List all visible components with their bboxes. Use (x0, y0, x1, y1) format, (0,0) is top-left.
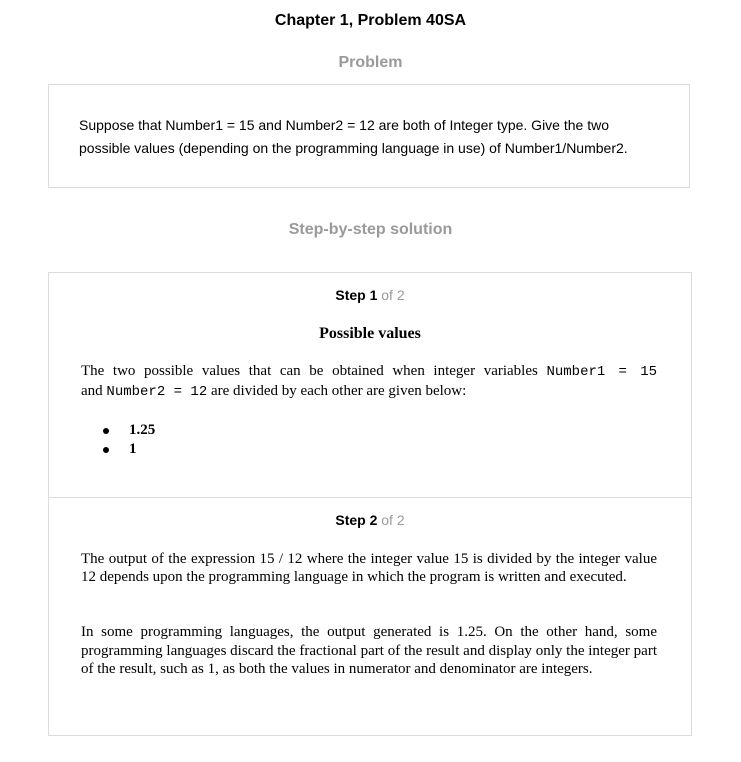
step-2-label (49, 512, 691, 528)
step-1-intro-and: and (81, 383, 103, 399)
step-1-intro-text-b: are divided by each other are given below: (211, 383, 467, 399)
step-1-intro-line-1 (81, 362, 657, 382)
step-2-paragraph-1: The output of the expression 15 / 12 where the integer value 15 is divided by the integer value 12 depends upon the programming language in which the program is written and executed. (81, 551, 657, 585)
possible-values-list (81, 421, 155, 459)
page-title: Chapter 1, Problem 40SA (274, 12, 467, 29)
list-item (81, 440, 155, 459)
list-item-value: 1.25 (129, 422, 156, 438)
step-divider (49, 497, 691, 498)
step-1-intro-text-a: The two possible values that can be obtained when integer variables (81, 363, 538, 379)
problem-text: Suppose that Number1 = 15 and Number2 = 12 are both of Integer type. Give the two possible values (depending on the programming language in use) of Number1/Number2. (79, 117, 628, 156)
step-1-intro (81, 362, 657, 402)
list-item (81, 421, 155, 440)
list-item-value: 1 (129, 441, 137, 457)
problem-box (48, 84, 690, 188)
step-1-title: Possible values (319, 325, 421, 342)
step-2-paragraph-2: In some programming languages, the output generated is 1.25. On the other hand, some programming languages discard the fractional part of the result and display only the integer part of the result, such as 1, as both the values in numerator and denominator are integers. (81, 624, 657, 677)
step-1-of-total: of 2 (381, 287, 405, 303)
problem-heading: Problem (338, 54, 403, 71)
step-1-label (49, 287, 691, 303)
solution-box (48, 272, 692, 736)
bullet-icon (103, 428, 109, 434)
solution-heading: Step-by-step solution (288, 221, 453, 238)
step-1-intro-line-2 (81, 382, 657, 402)
step-1-code-number2: Number2 = 12 (106, 384, 208, 400)
step-2-number: Step 2 (335, 512, 378, 528)
step-1-number: Step 1 (335, 287, 378, 303)
bullet-icon (103, 447, 109, 453)
step-2-of-total: of 2 (381, 512, 405, 528)
step-1-code-number1: Number1 = 15 (546, 364, 658, 380)
